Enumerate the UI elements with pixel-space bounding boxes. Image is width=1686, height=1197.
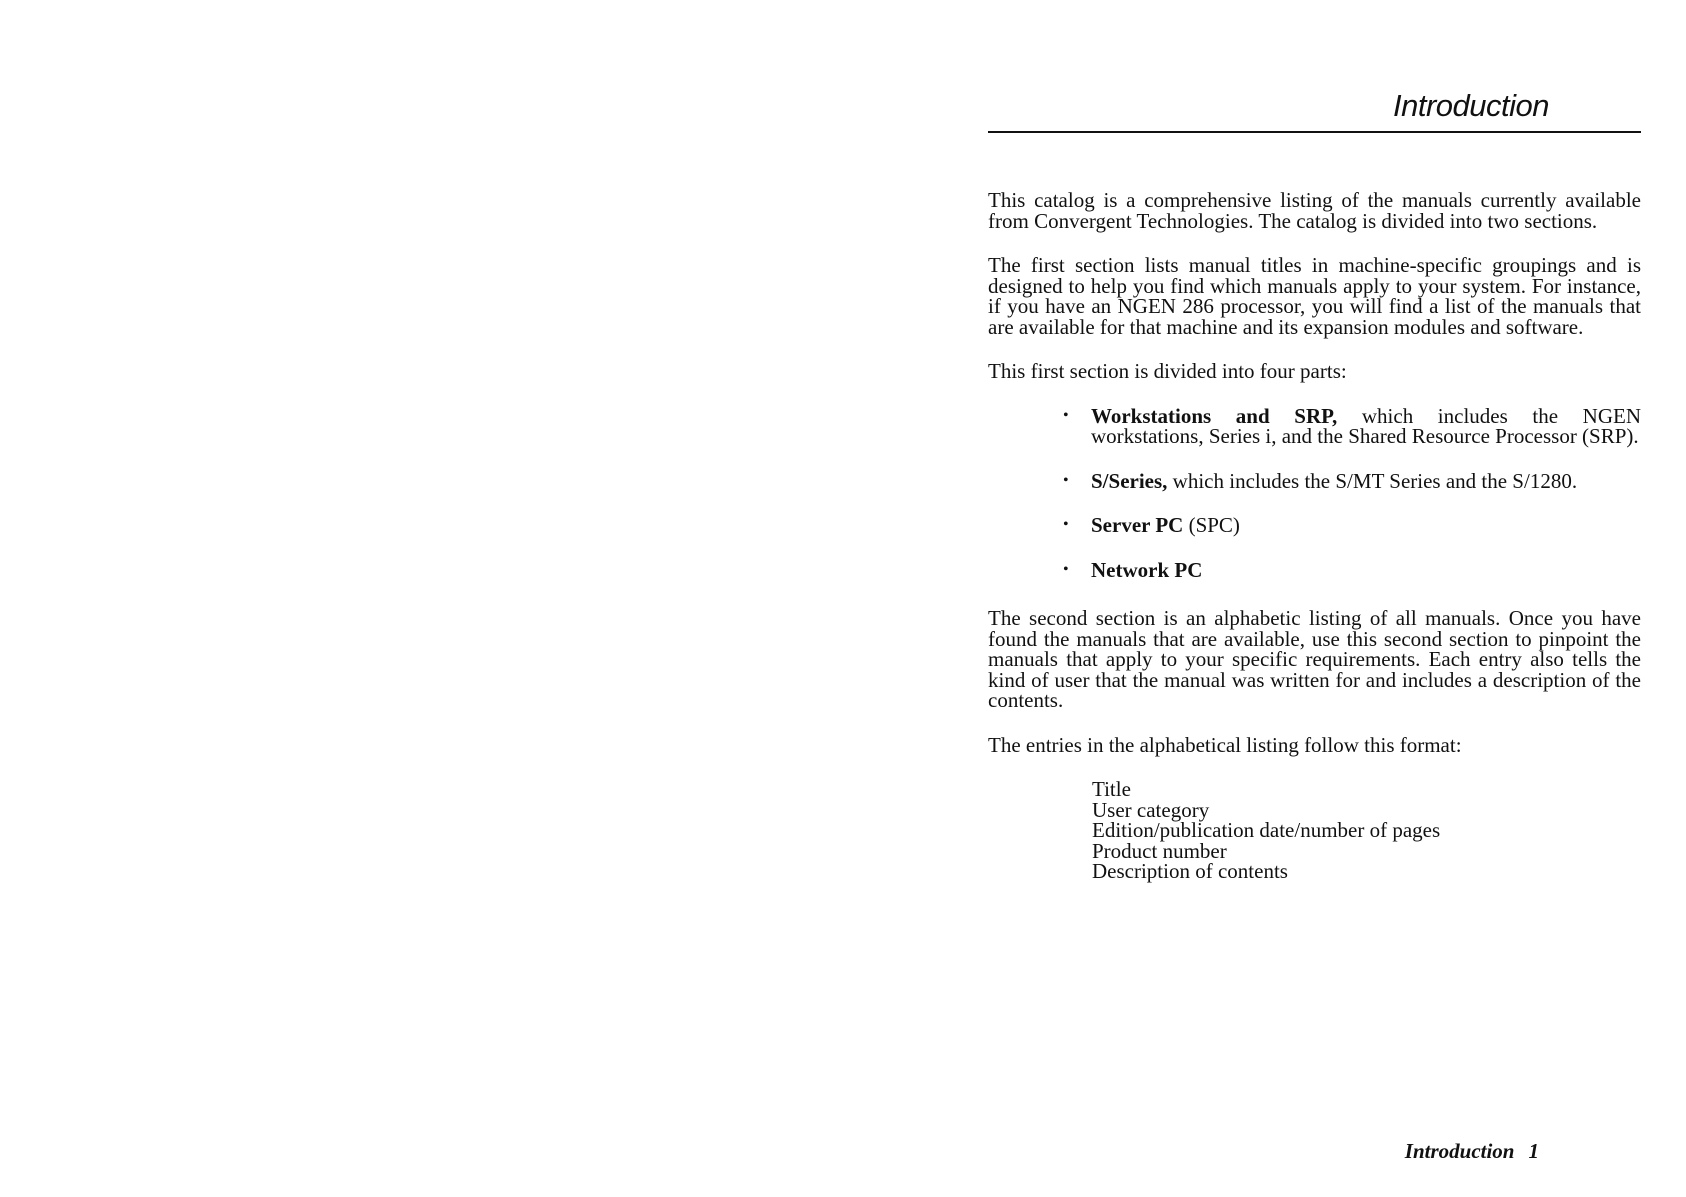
list-item [1057,557,1641,582]
paragraph-first-section: The first section lists manual titles in machine-specific groupings and is designed to help you find which manuals apply to your system. For instance, if you have an NGEN 286 processor, you will find a list of the manuals that are available for that machine and its expansion modules and software. [988,253,1641,339]
paragraph-second-section: The second section is an alphabetic listing of all manuals. Once you have found the manuals that are available, use this second section to pinpoint the manuals that apply to your specific requirements. Each entry also tells the kind of user that the manual was written for and includes a description of the contents. [988,606,1641,712]
list-item-text: (SPC) [1183,513,1240,537]
page-footer [1405,1139,1539,1164]
list-item-term: S/Series, [1091,468,1168,493]
format-item: User category [1092,797,1210,822]
list-item [1057,515,1641,536]
paragraph-format-lead: The entries in the alphabetical listing follow this format: [988,732,1462,757]
entry-format-list [988,779,1641,882]
format-item: Edition/publication date/number of pages [1092,818,1441,842]
title-rule [988,131,1641,133]
list-item [1057,468,1641,493]
list-item-text: which includes the NGEN workstations, Series i, and the Shared Resource Processor (SRP). [1091,403,1641,448]
page-title: Introduction [1393,88,1549,123]
bullet-icon: • [1063,471,1069,489]
paragraph-parts-lead: This first section is divided into four parts: [988,359,1347,383]
list-item [1057,403,1641,448]
list-item-term: Workstations and SRP, [1091,403,1338,428]
page-number: 1 [1528,1139,1539,1163]
list-item-term: Network PC [1091,557,1203,582]
list-item-term: Server PC [1091,513,1184,537]
bullet-icon: • [1063,406,1069,424]
body-column [988,190,1641,882]
footer-label: Introduction [1404,1139,1515,1163]
paragraph-intro: This catalog is a comprehensive listing of the manuals currently available from Convergent Technologies. The catalog is divided into two sections. [988,188,1641,233]
list-item-text: which includes the S/MT Series and the S/1280. [1167,468,1578,493]
format-item: Product number [1092,838,1227,863]
format-item: Title [1092,777,1131,801]
bullet-icon: • [1063,516,1069,533]
format-item: Description of contents [1092,859,1288,883]
parts-list [988,403,1641,582]
bullet-icon: • [1063,560,1069,578]
